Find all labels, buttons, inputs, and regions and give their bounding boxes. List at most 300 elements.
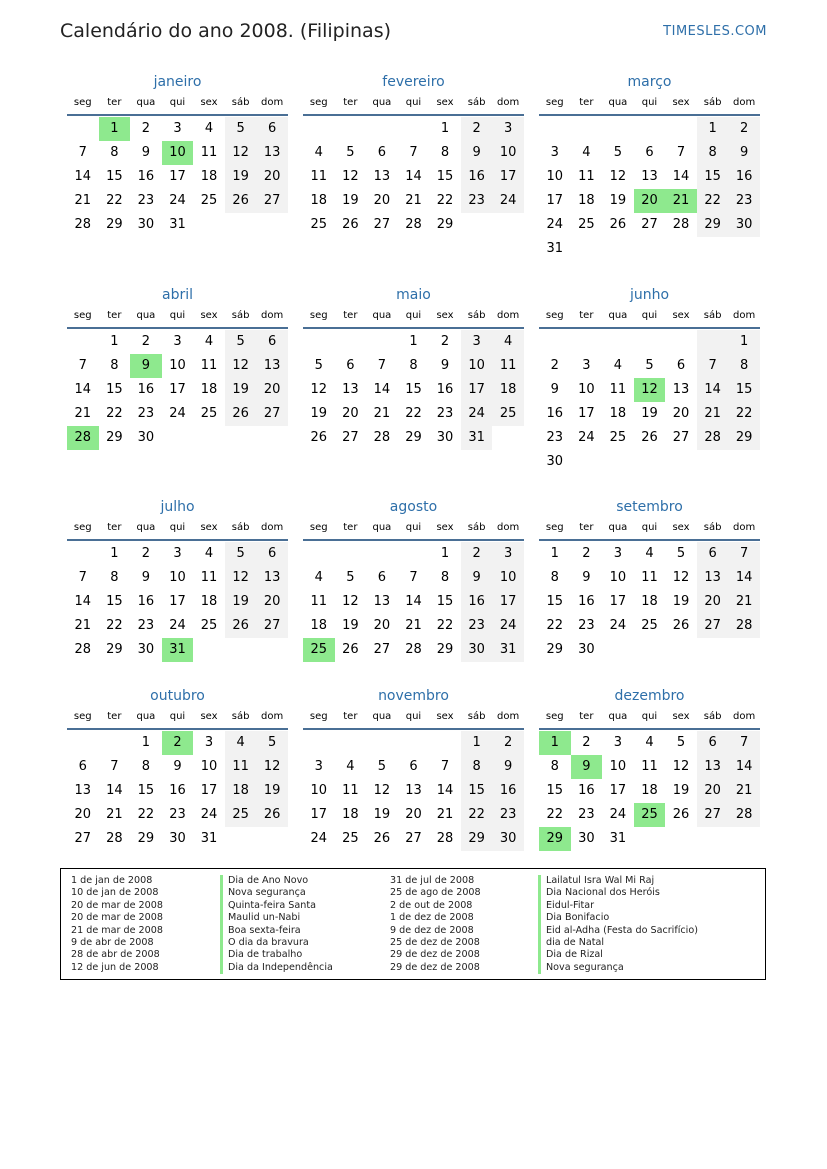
day-cell: 1 (697, 117, 729, 141)
day-cell: 3 (492, 542, 524, 566)
day-cell: 22 (106, 406, 123, 421)
day-cell: 21 (74, 618, 92, 633)
day-cell: 5 (377, 759, 387, 774)
weekday-name: qui (405, 97, 422, 108)
day-cell: 22 (546, 618, 564, 633)
day-cell: 18 (310, 618, 328, 633)
day-cell: 25 (200, 618, 218, 633)
empty-day-cell (162, 426, 194, 450)
weekday-name: ter (107, 522, 122, 533)
day-cell: 8 (110, 145, 119, 160)
weekday-name: ter (579, 522, 594, 533)
day-cell: 18 (578, 193, 595, 208)
day-cell: 8 (728, 354, 760, 378)
weekday-name: sex (672, 711, 690, 722)
month-5 (303, 286, 524, 450)
legend-holiday-name: Eidul-Fitar (538, 900, 698, 912)
day-cell: 4 (204, 334, 214, 349)
day-cell: 7 (78, 145, 87, 160)
day-cell: 17 (169, 169, 186, 184)
day-cell: 19 (672, 783, 690, 798)
day-cell: 19 (609, 193, 627, 208)
day-cell: 27 (405, 831, 422, 846)
day-cell: 17 (169, 382, 186, 397)
day-cell: 10 (492, 566, 524, 590)
day-cell: 26 (373, 831, 391, 846)
weekday-name: dom (261, 310, 284, 321)
day-cell: 17 (578, 406, 595, 421)
day-cell: 5 (314, 358, 323, 373)
day-cell: 20 (74, 807, 92, 822)
weekday-name: sex (200, 711, 218, 722)
day-cell: 6 (256, 117, 288, 141)
day-cell: 21 (405, 193, 422, 208)
day-cell: 21 (728, 779, 760, 803)
day-cell: 8 (550, 570, 559, 585)
day-cell: 29 (106, 642, 123, 657)
legend-names-col-1 (220, 875, 333, 974)
day-cell: 7 (377, 358, 387, 373)
day-cell: 11 (200, 570, 218, 585)
day-cell: 18 (200, 594, 218, 609)
day-cell: 8 (409, 358, 418, 373)
empty-day-cell (728, 827, 760, 851)
holiday-day-cell: 9 (130, 354, 162, 378)
day-cell: 14 (728, 755, 760, 779)
day-cell: 24 (492, 189, 524, 213)
day-cell: 25 (225, 803, 257, 827)
day-cell: 1 (461, 731, 493, 755)
day-cell: 8 (697, 141, 729, 165)
legend-date: 12 de jun de 2008 (71, 961, 159, 973)
empty-day-cell (366, 731, 398, 755)
holiday-day-cell: 10 (162, 141, 194, 165)
weekday-name: ter (579, 711, 594, 722)
empty-day-cell (634, 638, 666, 662)
weekday-name: qua (136, 310, 156, 321)
weekday-name: seg (73, 522, 92, 533)
day-cell: 3 (173, 121, 182, 136)
day-cell: 29 (137, 831, 155, 846)
day-cell: 16 (578, 594, 595, 609)
month-name: novembro (378, 688, 449, 704)
day-cell: 23 (461, 614, 493, 638)
empty-day-cell (665, 827, 697, 851)
empty-day-cell (303, 117, 335, 141)
day-cell: 28 (106, 831, 123, 846)
weekday-name: dom (261, 522, 284, 533)
legend-date: 20 de mar de 2008 (71, 899, 163, 911)
legend-date: 9 de dez de 2008 (390, 924, 474, 936)
day-cell: 19 (310, 406, 328, 421)
day-cell: 5 (225, 542, 257, 566)
day-cell: 24 (310, 831, 328, 846)
day-grid (303, 116, 524, 237)
month-name: junho (629, 287, 670, 303)
day-cell: 28 (697, 426, 729, 450)
empty-day-cell (398, 117, 430, 141)
empty-day-cell (697, 450, 729, 474)
day-cell: 5 (225, 117, 257, 141)
day-cell: 19 (225, 590, 257, 614)
holiday-day-cell: 25 (303, 638, 335, 662)
day-cell: 30 (492, 827, 524, 851)
legend-date: 25 de dez de 2008 (390, 937, 480, 949)
day-cell: 1 (440, 121, 450, 136)
day-cell: 27 (256, 402, 288, 426)
day-cell: 14 (405, 594, 422, 609)
day-grid (67, 116, 288, 237)
day-cell: 23 (137, 618, 155, 633)
day-cell: 4 (204, 121, 214, 136)
legend-names-col-2 (538, 875, 698, 974)
empty-day-cell (665, 237, 697, 261)
day-cell: 21 (405, 618, 422, 633)
empty-day-cell (665, 450, 697, 474)
day-cell: 3 (173, 334, 182, 349)
weekday-name: qua (608, 711, 628, 722)
day-cell: 16 (461, 590, 493, 614)
month-8 (303, 498, 524, 662)
day-cell: 12 (373, 783, 391, 798)
weekday-name: qua (372, 310, 392, 321)
empty-day-cell (225, 827, 257, 851)
day-cell: 21 (373, 406, 391, 421)
weekday-name: qua (372, 522, 392, 533)
day-cell: 20 (256, 165, 288, 189)
day-cell: 10 (578, 382, 595, 397)
legend-holiday-name: Dia de Ano Novo (220, 875, 333, 887)
day-cell: 9 (492, 755, 524, 779)
legend-date: 2 de out de 2008 (390, 899, 473, 911)
day-cell: 28 (672, 217, 690, 232)
weekday-name: ter (343, 310, 358, 321)
day-cell: 31 (200, 831, 218, 846)
day-cell: 9 (440, 358, 450, 373)
weekday-name: dom (733, 711, 756, 722)
day-cell: 13 (672, 382, 690, 397)
day-cell: 30 (137, 642, 155, 657)
month-name: dezembro (614, 688, 685, 704)
empty-day-cell (602, 237, 634, 261)
day-cell: 10 (546, 169, 564, 184)
day-cell: 18 (492, 378, 524, 402)
weekday-header (539, 708, 760, 730)
day-cell: 27 (697, 803, 729, 827)
brand-logo[interactable]: TIMESLES.COM (663, 24, 767, 39)
day-cell: 28 (74, 642, 92, 657)
day-cell: 5 (676, 735, 686, 750)
day-cell: 29 (436, 217, 454, 232)
day-cell: 1 (141, 735, 151, 750)
empty-day-cell (429, 731, 461, 755)
legend-holiday-name: Boa sexta-feira (220, 925, 333, 937)
day-cell: 29 (728, 426, 760, 450)
empty-day-cell (256, 827, 288, 851)
day-cell: 30 (169, 831, 186, 846)
empty-day-cell (539, 117, 571, 141)
day-cell: 4 (492, 330, 524, 354)
month-4 (67, 286, 288, 450)
weekday-name: sex (436, 310, 454, 321)
day-cell: 2 (550, 358, 559, 373)
day-cell: 15 (546, 783, 564, 798)
day-cell: 3 (582, 358, 591, 373)
day-cell: 4 (582, 145, 591, 160)
day-cell: 13 (256, 566, 288, 590)
weekday-name: sex (200, 522, 218, 533)
day-cell: 16 (436, 382, 454, 397)
day-cell: 24 (169, 193, 186, 208)
empty-day-cell (634, 827, 666, 851)
weekday-name: qua (136, 97, 156, 108)
empty-day-cell (67, 330, 99, 354)
empty-day-cell (665, 330, 697, 354)
day-cell: 31 (461, 426, 493, 450)
day-cell: 26 (342, 642, 359, 657)
day-cell: 15 (106, 382, 123, 397)
weekday-name: sex (436, 711, 454, 722)
day-cell: 13 (697, 755, 729, 779)
weekday-name: qui (641, 97, 658, 108)
day-cell: 17 (492, 590, 524, 614)
day-cell: 15 (728, 378, 760, 402)
holiday-day-cell: 25 (634, 803, 666, 827)
legend-date: 25 de ago de 2008 (390, 887, 481, 899)
weekday-name: ter (579, 310, 594, 321)
weekday-header (303, 94, 524, 116)
day-grid (303, 329, 524, 450)
day-cell: 2 (141, 546, 151, 561)
day-cell: 12 (609, 169, 627, 184)
day-cell: 6 (256, 330, 288, 354)
day-cell: 4 (314, 145, 323, 160)
day-cell: 14 (74, 594, 92, 609)
day-cell: 16 (137, 382, 155, 397)
day-cell: 3 (314, 759, 323, 774)
weekday-name: sáb (231, 522, 250, 533)
day-cell: 24 (461, 402, 493, 426)
empty-day-cell (571, 237, 603, 261)
empty-day-cell (366, 542, 398, 566)
day-cell: 26 (310, 430, 328, 445)
empty-day-cell (335, 731, 367, 755)
day-cell: 11 (200, 358, 218, 373)
day-cell: 31 (546, 241, 564, 256)
weekday-name: sáb (703, 97, 722, 108)
day-cell: 16 (461, 165, 493, 189)
empty-day-cell (634, 237, 666, 261)
day-cell: 22 (436, 618, 454, 633)
day-cell: 7 (409, 145, 418, 160)
day-cell: 7 (697, 354, 729, 378)
day-cell: 8 (550, 759, 559, 774)
weekday-name: qui (405, 310, 422, 321)
empty-day-cell (602, 450, 634, 474)
weekday-header (539, 519, 760, 541)
weekday-name: dom (497, 522, 520, 533)
day-cell: 16 (728, 165, 760, 189)
weekday-name: sex (672, 310, 690, 321)
day-cell: 5 (346, 145, 355, 160)
day-cell: 25 (578, 217, 595, 232)
day-cell: 15 (436, 169, 454, 184)
day-cell: 27 (373, 217, 391, 232)
day-cell: 31 (609, 831, 627, 846)
legend-date: 28 de abr de 2008 (71, 949, 160, 961)
day-cell: 12 (672, 570, 690, 585)
day-cell: 3 (613, 546, 623, 561)
day-cell: 7 (78, 358, 87, 373)
page-title: Calendário do ano 2008. (Filipinas) (60, 20, 392, 42)
day-cell: 10 (609, 759, 627, 774)
day-cell: 24 (169, 618, 186, 633)
day-cell: 20 (672, 406, 690, 421)
empty-day-cell (571, 450, 603, 474)
legend-holiday-name: Dia de Rizal (538, 949, 698, 961)
day-cell: 19 (256, 779, 288, 803)
legend-holiday-name: Dia Nacional dos Heróis (538, 887, 698, 899)
day-cell: 2 (582, 546, 591, 561)
day-cell: 14 (106, 783, 123, 798)
weekday-header (67, 307, 288, 329)
empty-day-cell (303, 542, 335, 566)
empty-day-cell (697, 638, 729, 662)
empty-day-cell (602, 117, 634, 141)
weekday-name: qui (641, 310, 658, 321)
day-cell: 3 (613, 735, 623, 750)
day-cell: 2 (492, 731, 524, 755)
day-cell: 26 (609, 217, 627, 232)
day-cell: 24 (546, 217, 564, 232)
legend-holiday-name: Dia Bonifacio (538, 912, 698, 924)
day-cell: 25 (609, 430, 627, 445)
day-cell: 12 (225, 141, 257, 165)
day-cell: 26 (225, 614, 257, 638)
weekday-header (67, 94, 288, 116)
day-cell: 23 (728, 189, 760, 213)
day-cell: 22 (461, 803, 493, 827)
day-cell: 3 (173, 546, 182, 561)
day-cell: 10 (492, 141, 524, 165)
day-cell: 2 (461, 542, 493, 566)
day-cell: 6 (676, 358, 686, 373)
empty-day-cell (256, 213, 288, 237)
day-cell: 5 (645, 358, 654, 373)
empty-day-cell (193, 213, 225, 237)
day-cell: 14 (74, 382, 92, 397)
weekday-name: qui (169, 310, 186, 321)
day-cell: 20 (373, 618, 391, 633)
empty-day-cell (728, 450, 760, 474)
empty-day-cell (193, 638, 225, 662)
day-cell: 10 (609, 570, 627, 585)
month-name: maio (396, 287, 431, 303)
month-name: setembro (616, 499, 683, 515)
empty-day-cell (634, 330, 666, 354)
day-cell: 8 (141, 759, 151, 774)
day-cell: 18 (641, 783, 658, 798)
legend-date: 21 de mar de 2008 (71, 924, 163, 936)
weekday-name: sáb (467, 522, 486, 533)
empty-day-cell (634, 117, 666, 141)
empty-day-cell (492, 426, 524, 450)
day-cell: 7 (728, 731, 760, 755)
day-cell: 22 (405, 406, 422, 421)
day-cell: 11 (641, 759, 658, 774)
day-cell: 3 (204, 735, 214, 750)
empty-day-cell (398, 542, 430, 566)
empty-day-cell (67, 117, 99, 141)
day-cell: 14 (436, 783, 454, 798)
day-cell: 1 (728, 330, 760, 354)
month-3 (539, 73, 760, 261)
day-cell: 23 (461, 189, 493, 213)
day-cell: 25 (342, 831, 359, 846)
holiday-day-cell: 1 (539, 731, 571, 755)
weekday-name: qua (136, 522, 156, 533)
day-cell: 10 (169, 570, 186, 585)
empty-day-cell (366, 330, 398, 354)
day-cell: 15 (546, 594, 564, 609)
day-cell: 26 (641, 430, 658, 445)
day-cell: 27 (256, 614, 288, 638)
weekday-header (539, 307, 760, 329)
day-cell: 16 (546, 406, 564, 421)
day-cell: 5 (613, 145, 623, 160)
empty-day-cell (728, 638, 760, 662)
day-cell: 12 (672, 759, 690, 774)
weekday-name: seg (73, 310, 92, 321)
empty-day-cell (303, 731, 335, 755)
day-cell: 13 (641, 169, 658, 184)
weekday-name: dom (733, 310, 756, 321)
day-cell: 26 (225, 189, 257, 213)
legend-holiday-name: Eid al-Adha (Festa do Sacrifício) (538, 925, 698, 937)
day-cell: 13 (256, 354, 288, 378)
day-cell: 6 (697, 542, 729, 566)
legend-holiday-name: Dia de trabalho (220, 949, 333, 961)
weekday-name: sáb (467, 310, 486, 321)
day-cell: 8 (110, 358, 119, 373)
day-cell: 14 (728, 566, 760, 590)
day-cell: 20 (256, 378, 288, 402)
weekday-name: qua (608, 310, 628, 321)
day-grid (303, 730, 524, 851)
day-cell: 20 (373, 193, 391, 208)
weekday-name: sex (672, 522, 690, 533)
weekday-name: dom (497, 97, 520, 108)
weekday-name: qui (641, 522, 658, 533)
day-cell: 31 (492, 638, 524, 662)
holiday-day-cell: 28 (67, 426, 99, 450)
day-cell: 30 (578, 642, 595, 657)
weekday-name: sáb (231, 310, 250, 321)
day-cell: 8 (440, 145, 450, 160)
legend-date: 29 de dez de 2008 (390, 949, 480, 961)
day-cell: 27 (74, 831, 92, 846)
day-cell: 5 (676, 546, 686, 561)
day-cell: 23 (492, 803, 524, 827)
empty-day-cell (602, 638, 634, 662)
weekday-name: qua (372, 97, 392, 108)
day-cell: 14 (405, 169, 422, 184)
day-cell: 6 (697, 731, 729, 755)
weekday-header (303, 708, 524, 730)
day-cell: 18 (609, 406, 627, 421)
day-cell: 6 (256, 542, 288, 566)
day-grid (67, 329, 288, 450)
